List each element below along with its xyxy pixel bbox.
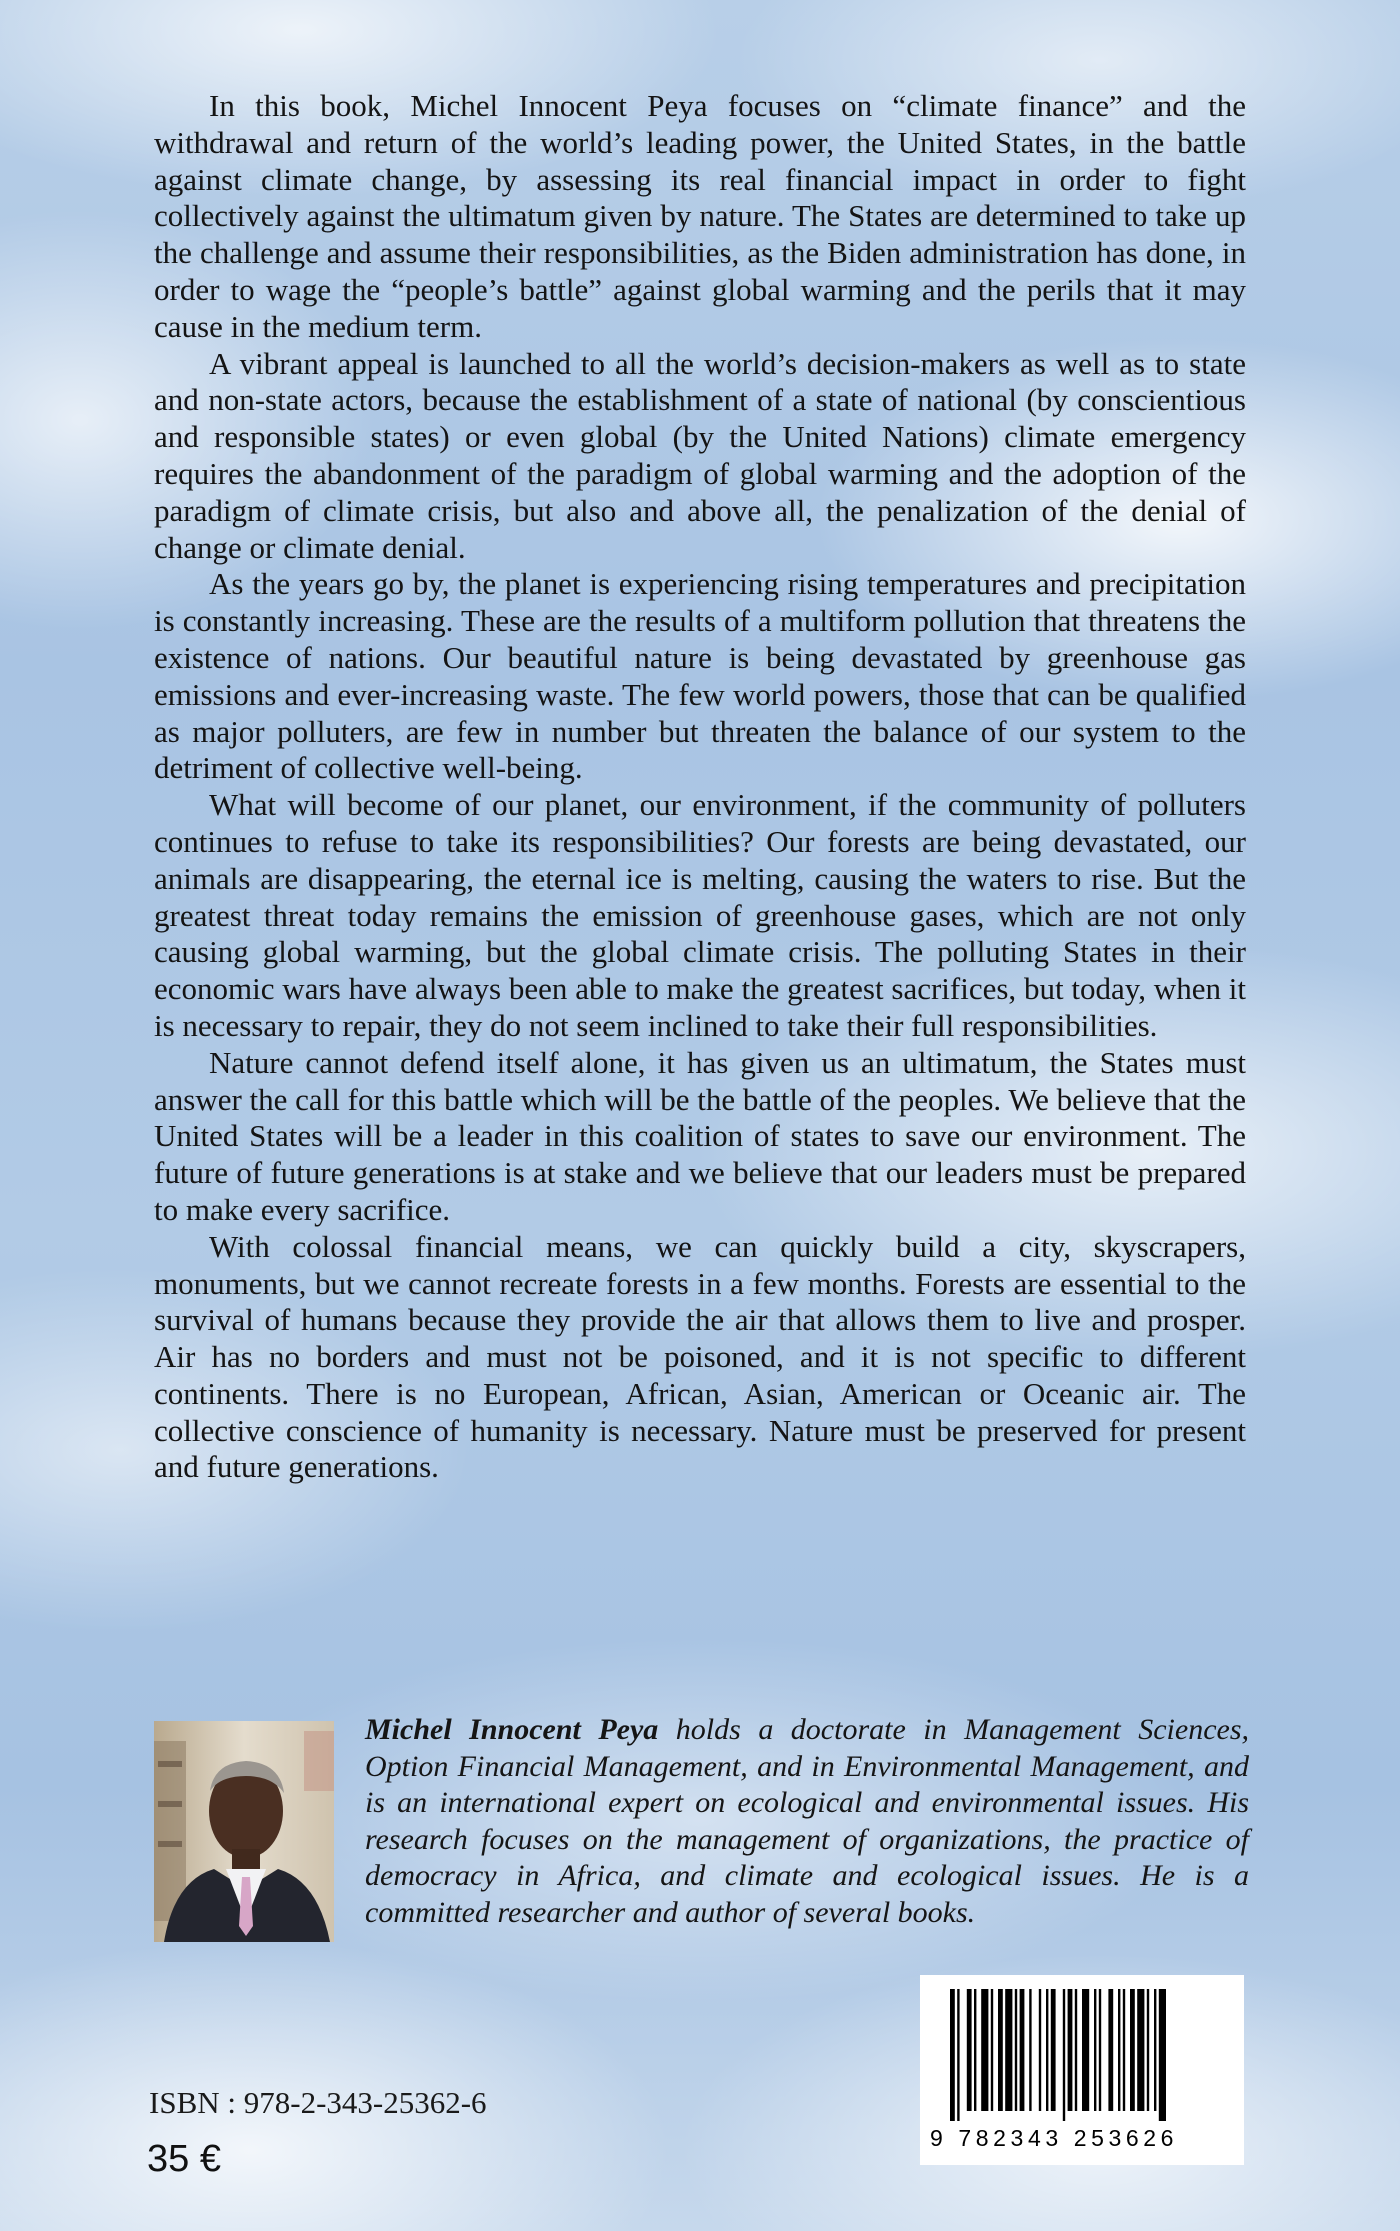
barcode-bar (1046, 1989, 1048, 2111)
barcode-bar (1075, 1989, 1077, 2111)
author-photo (154, 1721, 334, 1942)
barcode-bar (1130, 1989, 1135, 2111)
barcode-bar (1094, 1989, 1096, 2111)
barcode-bar (950, 1989, 955, 2121)
barcode-bar (967, 1989, 972, 2111)
barcode-bar (1123, 1989, 1125, 2111)
blurb-paragraph: What will become of our planet, our environment, if the community of polluters continues to refuse to take its responsibilities? Our forests are being devastated, our animals are disappearing, the eternal ice is melting, causing the waters to rise. But the greatest threat today remains the emission of greenhouse gases, which are not only causing global warming, but the global climate crisis. The polluting States in their economic wars have always been able to make the greatest sacrifices, but today, when it is necessary to repair, they do not seem inclined to take their full responsibilities. (154, 787, 1246, 1043)
barcode-bar (974, 1989, 976, 2111)
isbn: ISBN : 978-2-343-25362-6 (149, 2085, 487, 2120)
barcode-bar (1005, 1989, 1012, 2111)
barcode-bar (1029, 1989, 1031, 2111)
barcode-bar (1015, 1989, 1017, 2111)
barcode-bar (1118, 1989, 1120, 2111)
blurb-paragraph: With colossal financial means, we can quickly build a city, skyscrapers, monuments, but we cannot recreate forests in a few months. Forests are essential to the survival of humans because they provide the air that allows them to live and prosper. Air has no borders and must not be poisoned, and it is not specific to different continents. There is no European, African, Asian, American or Oceanic air. The collective conscience of humanity is necessary. Nature must be preserved for present and future generations. (154, 1228, 1246, 1485)
barcode (920, 1975, 1244, 2165)
barcode-icon (932, 1989, 1232, 2121)
blurb-paragraph: In this book, Michel Innocent Peya focuses on “climate finance” and the withdrawal and return of the world’s leading power, the United States, in the battle against climate change, by assessing its real financial impact in order to fight collectively against the ultimatum given by nature. The States are determined to take up the challenge and assume their responsibilities, as the Biden administration has done, in order to wage the “people’s battle” against global warming and the perils that it may cause in the medium term. (154, 88, 1246, 344)
barcode-bar (957, 1989, 959, 2121)
barcode-bar (1082, 1989, 1089, 2111)
barcode-bar (981, 1989, 988, 2111)
back-cover-blurb (154, 88, 1246, 1486)
barcode-bar (1068, 1989, 1073, 2111)
author-name: Michel Innocent Peya (365, 1713, 659, 1746)
blurb-paragraph: A vibrant appeal is launched to all the world’s decision-makers as well as to state and non-state actors, because the establishment of a state of national (by conscientious and responsible states) or even global (by the United Nations) climate emergency requires the abandonment of the paradigm of global warming and the adoption of the paradigm of climate crisis, but also and above all, the penalization of the denial of change or climate denial. (154, 345, 1246, 565)
barcode-digits: 9 782343 253626 (930, 2125, 1179, 2151)
barcode-bar (1020, 1989, 1025, 2111)
author-bio (365, 1712, 1249, 1932)
barcode-bar (1099, 1989, 1101, 2111)
barcode-bar (1063, 1989, 1065, 2121)
barcode-bar (1051, 1989, 1056, 2111)
barcode-bar (1137, 1989, 1144, 2111)
author-bio-text: holds a doctorate in Management Sciences, Option Financial Management, and in Environmental Management, and is an international expert on ecological and environmental issues. His research focuses on the management of organizations, the practice of democracy in Africa, and climate and ecological issues. He is a committed researcher and author of several books. (365, 1713, 1250, 1929)
author-portrait-icon (154, 1721, 334, 1942)
blurb-paragraph: As the years go by, the planet is experiencing rising temperatures and precipitation is constantly increasing. These are the results of a multiform pollution that threatens the existence of nations. Our beautiful nature is being devastated by greenhouse gas emissions and ever-increasing waste. The few world powers, those that can be qualified as major polluters, are few in number but threaten the balance of our system to the detriment of collective well-being. (154, 566, 1246, 786)
barcode-bar (991, 1989, 993, 2111)
barcode-bar (1159, 1989, 1166, 2121)
barcode-bar (1154, 1989, 1156, 2111)
price: 35 € (147, 2138, 221, 2180)
blurb-paragraph: Nature cannot defend itself alone, it has given us an ultimatum, the States must answer the call for this battle which will be the battle of the peoples. We believe that the United States will be a leader in this coalition of states to save our environment. The future of future generations is at stake and we believe that our leaders must be prepared to make every sacrifice. (154, 1044, 1246, 1227)
barcode-bar (1147, 1989, 1149, 2111)
barcode-bar (1039, 1989, 1041, 2111)
barcode-bar (998, 1989, 1003, 2111)
barcode-bar (1108, 1989, 1113, 2111)
